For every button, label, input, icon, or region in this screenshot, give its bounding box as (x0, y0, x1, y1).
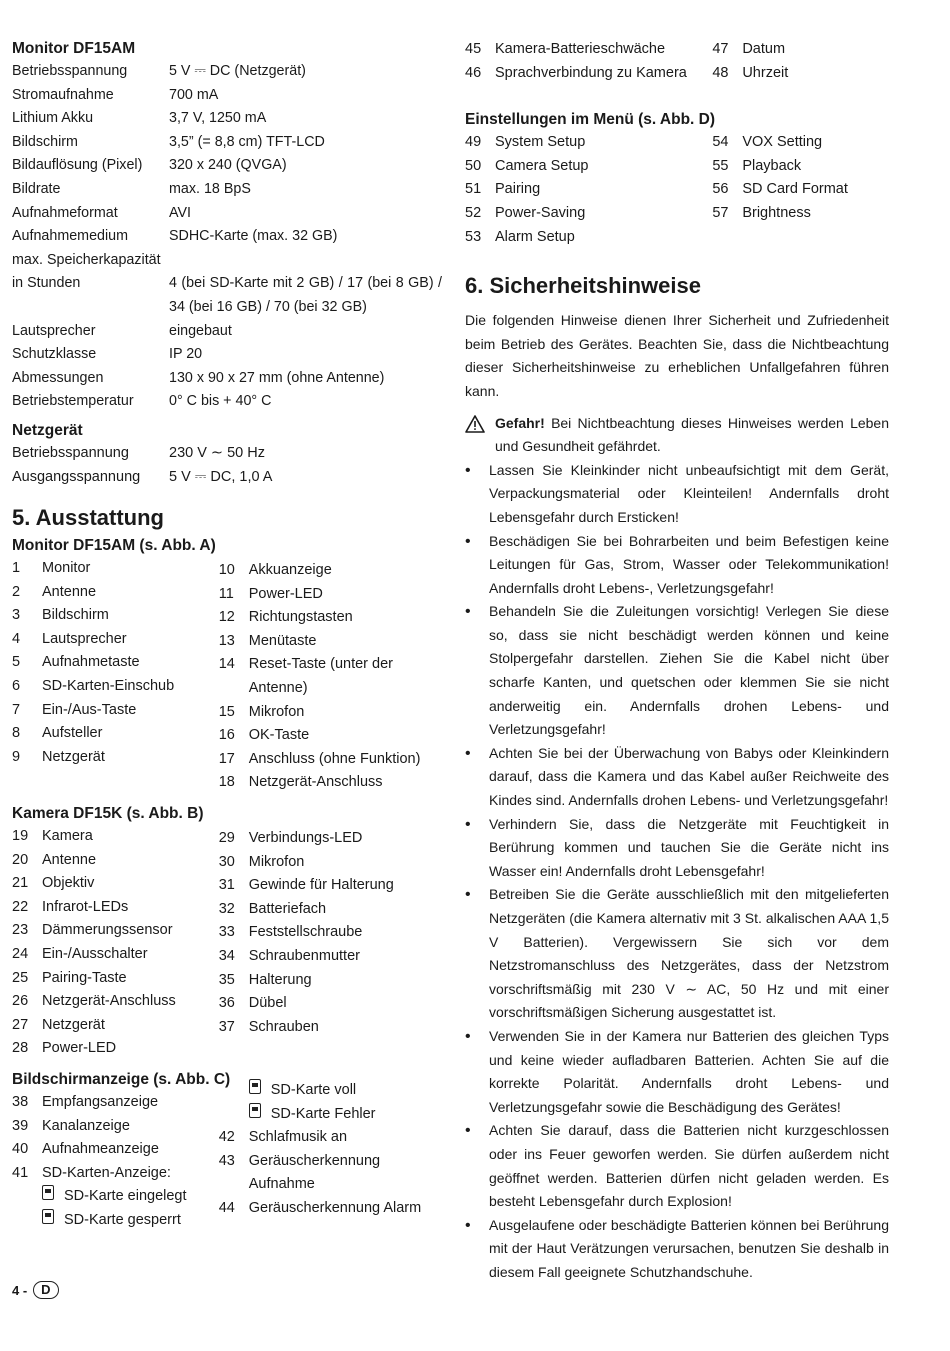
item-number: 9 (12, 748, 21, 765)
spec-label: Betriebsspannung (12, 444, 129, 461)
item-number: 36 (218, 995, 235, 1012)
bullet-icon (465, 600, 489, 742)
monitor-parts-title: Monitor DF15AM (s. Abb. A) (12, 537, 216, 555)
item-text: Objektiv (42, 875, 95, 892)
list-item (12, 825, 219, 849)
item-text: Reset-Taste (unter der Antenne) (248, 656, 393, 697)
item-text: Antenne (42, 851, 97, 868)
bildschirm-parts-list (12, 1081, 442, 1233)
spec-row (12, 320, 442, 344)
item-number: 21 (12, 875, 29, 892)
item-number: 29 (218, 830, 235, 847)
item-number: 2 (12, 583, 21, 600)
item-number: 37 (218, 1018, 235, 1035)
bullet-icon (465, 1119, 489, 1213)
list-item (712, 155, 889, 179)
item-number: 15 (218, 703, 235, 720)
item-text: Netzgerät-Anschluss (248, 774, 383, 791)
spec-row (12, 60, 442, 84)
item-text: Lassen Sie Kleinkinder nicht unbeaufsichtigt mit dem Gerät, Verpackungsmaterial oder Kleinteilen! Andernfalls droht Lebensgefahr durch Ersticken! (489, 461, 889, 525)
spec-row (12, 390, 442, 414)
spec-value: 5 V ⎓ DC (Netzgerät) (169, 63, 306, 79)
list-item (712, 131, 889, 155)
list-item (219, 851, 442, 875)
danger-warning (465, 412, 889, 459)
netzgeraet-table (12, 442, 442, 489)
item-number: 53 (465, 228, 482, 245)
item-number: 17 (218, 750, 235, 767)
list-item (465, 1214, 889, 1285)
item-text: Geräuscherkennung Aufnahme (248, 1152, 381, 1193)
spec-label: Stromaufnahme (12, 86, 114, 103)
item-number: 11 (218, 585, 234, 602)
list-item (465, 1119, 889, 1213)
item-text: Pairing-Taste (42, 969, 127, 986)
list-item (12, 872, 219, 896)
list-item (219, 583, 442, 607)
item-number: 41 (12, 1164, 29, 1181)
list-item (12, 967, 219, 991)
list-item (12, 943, 219, 967)
item-text: Behandeln Sie die Zuleitungen vorsichtig! Verlegen Sie diese so, dass sie nicht beschädigt werden können und keine Stolpergefahr darstellen. Ziehen Sie die Kabel nicht über scharfe Kanten, und quetschen oder klemmen Sie sie nicht anderweitig ein. Andernfalls drohen Lebens- und Verletzungsgefahr! (489, 603, 889, 738)
netzgeraet-title: Netzgerät (12, 421, 83, 439)
list-item (12, 1185, 219, 1209)
item-number: 55 (712, 157, 729, 174)
spec-label: Betriebsspannung (12, 63, 128, 79)
spec-label: Lautsprecher (12, 322, 96, 339)
sicherheit-intro: Die folgenden Hinweise dienen Ihrer Sicherheit und Zufriedenheit beim Betrieb des Gerätes. Beachten Sie, dass die Nichtbeachtung dieser Sicherheitshinweise zu erheblichen Unfallgefahren führen kann. (465, 312, 889, 399)
list-item (219, 630, 442, 654)
list-item (219, 1197, 442, 1221)
spec-row (12, 178, 442, 202)
item-number: 27 (12, 1016, 29, 1033)
list-item (219, 653, 442, 700)
item-text: Schrauben (248, 1018, 319, 1035)
item-number: 12 (218, 609, 235, 626)
item-number: 22 (12, 898, 29, 915)
item-text: Akkuanzeige (248, 562, 332, 579)
item-number: 45 (465, 41, 482, 57)
item-number: 39 (12, 1117, 29, 1134)
item-number: 30 (218, 853, 235, 870)
item-text: Aufnahmetaste (42, 654, 140, 671)
safety-bullet-list (465, 459, 889, 1285)
item-text: Datum (742, 41, 786, 57)
spec-row (12, 272, 442, 319)
kamera-parts-title: Kamera DF15K (s. Abb. B) (12, 805, 204, 823)
list-item (465, 530, 889, 601)
list-item (219, 1079, 442, 1103)
list-item (465, 202, 712, 226)
item-number: 33 (218, 924, 235, 941)
list-item (465, 883, 889, 1025)
item-text: Antenne (42, 583, 97, 600)
spec-row (12, 249, 442, 273)
item-text: Dämmerungssensor (42, 922, 173, 939)
list-item (712, 38, 889, 62)
warning-text (495, 412, 889, 459)
item-text: Kamera-Batterieschwäche (495, 41, 666, 57)
bildschirm-parts-title: Bildschirmanzeige (s. Abb. C) (12, 1070, 231, 1088)
spec-value: 4 (bei SD-Karte mit 2 GB) / 17 (bei 8 GB) / 34 (bei 16 GB) / 70 (bei 32 GB) (169, 275, 442, 315)
monitor-parts-list (12, 557, 442, 795)
spec-row (12, 367, 442, 391)
item-number: 6 (12, 678, 21, 695)
language-badge: D (33, 1281, 58, 1299)
item-number: 10 (218, 562, 235, 579)
list-item (465, 131, 712, 155)
list-item (12, 849, 219, 873)
item-number: 35 (218, 971, 235, 988)
list-item (12, 1209, 219, 1233)
spec-row (12, 442, 442, 466)
item-text: Uhrzeit (742, 64, 789, 81)
list-item (712, 62, 889, 86)
ausstattung-heading: 5. Ausstattung (12, 505, 164, 531)
spec-row (12, 84, 442, 108)
sd-card-locked-icon (42, 1209, 54, 1224)
spec-label: in Stunden (12, 275, 81, 292)
item-number: 20 (12, 851, 29, 868)
item-text: Verwenden Sie in der Kamera nur Batterien des gleichen Typs und keine wieder aufladbaren Batterien. Achten Sie auf die korrekte Polarität. Andernfalls droht Lebens- und Verletzungsgefahr sowie die Beschädigung des Gerätes! (489, 1027, 889, 1115)
spec-label: max. Speicherkapazität (12, 251, 161, 268)
list-item (219, 559, 442, 583)
bullet-icon (465, 1025, 489, 1119)
item-number: 14 (218, 656, 235, 673)
list-item (465, 742, 889, 813)
item-number: 28 (12, 1040, 29, 1057)
spec-value: eingebaut (169, 322, 232, 339)
list-item (465, 38, 712, 62)
spec-label: Ausgangsspannung (12, 468, 141, 485)
item-number: 42 (218, 1129, 235, 1146)
list-item (12, 675, 219, 699)
list-item (12, 1162, 219, 1186)
spec-row (12, 466, 442, 490)
spec-label: Bildschirm (12, 133, 78, 150)
item-text: Verbindungs-LED (248, 830, 363, 847)
list-item (12, 746, 219, 770)
item-number: 48 (712, 64, 729, 81)
item-number: 26 (12, 993, 29, 1010)
bullet-icon (465, 742, 489, 813)
list-item (219, 606, 442, 630)
list-item (12, 919, 219, 943)
list-item (12, 896, 219, 920)
list-item (465, 226, 712, 250)
sd-card-error-icon (249, 1103, 261, 1118)
spec-label: Bildauflösung (Pixel) (12, 157, 143, 174)
item-number: 24 (12, 946, 29, 962)
list-item (712, 202, 889, 226)
item-text: Netzgerät-Anschluss (42, 993, 176, 1010)
right-column (465, 38, 889, 1285)
item-text: Brightness (742, 204, 811, 221)
kamera-parts-list (12, 825, 442, 1061)
item-number: 5 (12, 654, 21, 671)
spec-value: AVI (169, 204, 191, 221)
warning-triangle-icon (465, 412, 495, 459)
item-number: 7 (12, 701, 21, 718)
sd-card-icon (42, 1185, 54, 1200)
item-number: 47 (712, 41, 729, 57)
list-item (12, 1014, 219, 1038)
spec-value: 0° C bis + 40° C (169, 393, 272, 410)
spec-value: 3,5” (= 8,8 cm) TFT-LCD (169, 133, 325, 150)
spec-label: Betriebstemperatur (12, 393, 134, 410)
item-number: 18 (218, 774, 235, 791)
item-text: Ein-/Aus-Taste (42, 701, 137, 718)
monitor-specs-table (12, 60, 442, 414)
list-item (219, 992, 442, 1016)
item-number: 52 (465, 204, 482, 221)
spec-label: Aufnahmeformat (12, 204, 118, 221)
item-number: 40 (12, 1141, 29, 1158)
item-text: SD-Karte voll (270, 1081, 357, 1098)
menu-settings-list (465, 131, 889, 249)
item-text: Richtungstasten (248, 609, 353, 626)
item-number: 43 (218, 1152, 235, 1169)
spec-row (12, 343, 442, 367)
list-item (219, 945, 442, 969)
item-number: 50 (465, 157, 482, 174)
item-text: Mikrofon (248, 703, 305, 720)
spec-label: Schutzklasse (12, 346, 97, 363)
list-item (219, 898, 442, 922)
spec-value: SDHC-Karte (max. 32 GB) (169, 228, 338, 245)
item-text: SD-Karte Fehler (270, 1105, 376, 1122)
item-text: Geräuscherkennung Alarm (248, 1199, 422, 1216)
spec-label: Aufnahmemedium (12, 228, 129, 245)
item-text: Kanalanzeige (42, 1117, 130, 1134)
spec-row (12, 107, 442, 131)
item-text: SD-Karte gesperrt (64, 1211, 181, 1228)
spec-row (12, 154, 442, 178)
item-text: Batteriefach (248, 900, 327, 917)
spec-row (12, 202, 442, 226)
list-item (12, 581, 219, 605)
list-item (219, 748, 442, 772)
item-text: Pairing (495, 181, 541, 198)
list-item (219, 771, 442, 795)
item-text: Aufsteller (42, 725, 103, 742)
item-number: 51 (465, 181, 482, 198)
item-number: 54 (712, 134, 729, 151)
item-text: Schlafmusik an (248, 1129, 348, 1146)
bullet-icon (465, 530, 489, 601)
item-number: 3 (12, 607, 21, 624)
item-text: Verhindern Sie, dass die Netzgeräte mit Feuchtigkeit in Berührung kommen und tauchen Sie die Geräte nicht ins Wasser ein! Andernfalls droht Lebensgefahr! (489, 815, 889, 879)
bullet-icon (465, 813, 489, 884)
spec-value: 320 x 240 (QVGA) (169, 157, 287, 174)
list-item (465, 813, 889, 884)
item-text: Monitor (42, 560, 91, 577)
list-item (12, 628, 219, 652)
bullet-icon (465, 883, 489, 1025)
item-text: Empfangsanzeige (42, 1093, 159, 1110)
item-text: OK-Taste (248, 727, 310, 744)
item-number: 4 (12, 630, 21, 647)
left-column (12, 38, 442, 1233)
item-text: Playback (742, 157, 802, 174)
sicherheit-heading: 6. Sicherheitshinweise (465, 273, 701, 299)
list-item (12, 1115, 219, 1139)
item-number: 16 (218, 727, 235, 744)
item-text: Menütaste (248, 632, 317, 649)
list-item (12, 1138, 219, 1162)
item-text: Camera Setup (495, 157, 589, 174)
list-item (219, 701, 442, 725)
list-item (219, 724, 442, 748)
item-text: SD-Karten-Einschub (42, 678, 175, 695)
item-number: 57 (712, 204, 729, 221)
spec-row (12, 131, 442, 155)
list-item (465, 62, 712, 86)
item-text: Beschädigen Sie bei Bohrarbeiten und beim Befestigen keine Leitungen für Gas, Strom, Wasser oder Telekommunikation! Andernfalls droht Lebens-, Verletzungsgefahr! (489, 532, 889, 596)
item-text: System Setup (495, 134, 586, 151)
item-text: Mikrofon (248, 853, 305, 870)
list-item (219, 969, 442, 993)
item-text: Dübel (248, 995, 287, 1012)
item-text: Aufnahmeanzeige (42, 1141, 159, 1158)
item-text: Gewinde für Halterung (248, 877, 394, 894)
item-text: Power-Saving (495, 204, 586, 221)
item-text: Feststellschraube (248, 924, 363, 941)
list-item (219, 827, 442, 851)
spec-label: Lithium Akku (12, 110, 94, 127)
list-item (219, 1016, 442, 1040)
item-number: 44 (218, 1199, 235, 1216)
item-text: Kamera (42, 828, 93, 845)
list-item (12, 1091, 219, 1115)
spec-value: 3,7 V, 1250 mA (169, 110, 267, 127)
item-text: Alarm Setup (495, 228, 575, 245)
item-text: Anschluss (ohne Funktion) (248, 750, 421, 767)
item-text: Achten Sie bei der Überwachung von Babys oder Kleinkindern darauf, dass die Kamera und das Kabel außer Reichweite des Kindes sind. Andernfalls drohen Lebens- und Verletzungsgefahr! (489, 744, 889, 809)
item-text: SD Card Format (742, 181, 848, 198)
list-item (12, 722, 219, 746)
list-item (12, 604, 219, 628)
list-item (12, 1037, 219, 1061)
list-item (219, 1103, 442, 1127)
item-text: Betreiben Sie die Geräte ausschließlich mit den mitgelieferten Netzgeräten (die Kamera alternativ mit 3 St. alkalischen AAA 1,5 V Batterien). Vergewissern Sie sich vor dem Netzstromanschluss des Netzgerätes, dass der Netzstrom vorschriftsmäßig mit 230 V ∼ AC, 50 Hz und mit einer vorschriftsmäßigen Sicherung ausgestattet ist. (489, 886, 889, 1021)
item-text: Achten Sie darauf, dass die Batterien nicht kurzgeschlossen oder ins Feuer geworfen werden. Sie dürfen außerdem nicht geöffnet werden. Batterien dürfen nicht geladen werden. Es besteht Lebensgefahr durch Explosion! (489, 1122, 889, 1210)
list-item (219, 1150, 442, 1197)
sd-card-full-icon (249, 1079, 261, 1094)
spec-value: 130 x 90 x 27 mm (ohne Antenne) (169, 369, 385, 386)
item-text: VOX Setting (742, 134, 823, 151)
list-item (712, 178, 889, 202)
item-text: Power-LED (42, 1040, 117, 1057)
spec-label: Abmessungen (12, 369, 104, 386)
list-item (12, 699, 219, 723)
spec-row (12, 225, 442, 249)
list-item (465, 155, 712, 179)
list-item (219, 1126, 442, 1150)
item-number: 32 (218, 900, 235, 917)
list-item (465, 1025, 889, 1119)
list-item (12, 990, 219, 1014)
item-number: 56 (712, 181, 729, 198)
spec-label: Bildrate (12, 180, 61, 197)
item-number: 38 (12, 1093, 29, 1110)
bullet-icon (465, 459, 489, 530)
item-text: Lautsprecher (42, 630, 127, 647)
list-item (465, 600, 889, 742)
bullet-icon (465, 1214, 489, 1285)
spec-value: max. 18 BpS (169, 180, 251, 197)
list-item (12, 557, 219, 581)
item-text: Netzgerät (42, 1016, 105, 1033)
item-number: 23 (12, 922, 29, 939)
item-text: SD-Karten-Anzeige: (42, 1164, 171, 1181)
list-item (12, 651, 219, 675)
item-text: Schraubenmutter (248, 948, 360, 964)
item-text: Power-LED (248, 585, 323, 602)
item-text: Ausgelaufene oder beschädigte Batterien können bei Berührung mit der Haut Verätzungen verursachen, benutzen Sie deshalb in diesem Fall geeignete Schutzhandschuhe. (489, 1216, 889, 1280)
spec-value: 700 mA (169, 86, 219, 103)
item-text: Sprachverbindung zu Kamera (495, 64, 687, 81)
item-text: SD-Karte eingelegt (64, 1188, 187, 1205)
item-number: 49 (465, 134, 482, 151)
spec-value: 230 V ∼ 50 Hz (169, 444, 265, 461)
warning-label: Gefahr! (495, 414, 545, 431)
item-text: Netzgerät (42, 748, 105, 765)
item-number: 13 (218, 632, 235, 649)
monitor-specs-title: Monitor DF15AM (12, 40, 136, 57)
item-number: 31 (218, 877, 235, 894)
warning-body: Bei Nichtbeachtung dieses Hinweises werden Leben und Gesundheit gefährdet. (495, 414, 889, 455)
item-number: 34 (218, 948, 235, 964)
item-text: Bildschirm (42, 607, 109, 624)
item-number: 19 (12, 828, 29, 845)
list-item (219, 874, 442, 898)
item-number: 46 (465, 64, 482, 81)
list-item (465, 178, 712, 202)
item-number: 8 (12, 725, 21, 742)
list-item (465, 459, 889, 530)
item-text: Ein-/Ausschalter (42, 946, 148, 962)
menu-settings-title: Einstellungen im Menü (s. Abb. D) (465, 111, 716, 129)
spec-value: 5 V ⎓ DC, 1,0 A (169, 468, 273, 485)
bildschirm-parts-continued (465, 38, 889, 85)
item-text: Infrarot-LEDs (42, 898, 129, 915)
list-item (219, 921, 442, 945)
item-number: 25 (12, 969, 29, 986)
spec-value: IP 20 (169, 346, 203, 363)
page-number: 4 - (12, 1282, 28, 1298)
page-footer (12, 1281, 59, 1299)
item-number: 1 (12, 560, 21, 577)
item-text: Halterung (248, 971, 312, 988)
